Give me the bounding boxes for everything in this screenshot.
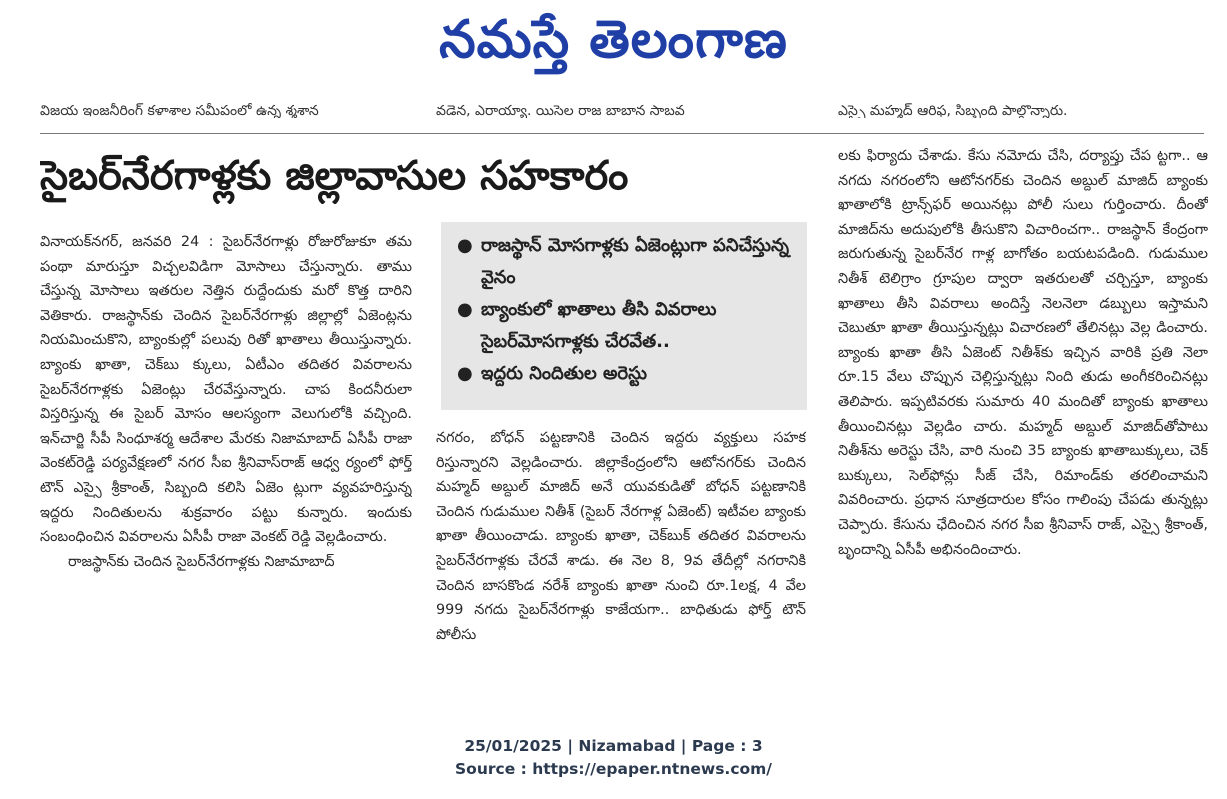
highlight-text: బ్యాంకులో ఖాతాలు తీసి వివరాలు సైబర్‌మోసగాళ్లకు చేరవేత.. [481, 299, 717, 352]
divider-rule [40, 133, 1204, 134]
article-column-3 [838, 144, 1208, 674]
highlight-text: ఇద్దరు నిందితుల అరెస్టు [481, 363, 647, 384]
article-headline: సైబర్‌నేరగాళ్లకు జిల్లావాసుల సహకారం [40, 153, 629, 199]
bullet-icon: ● [457, 299, 473, 320]
bullet-icon: ● [457, 235, 473, 256]
article-column-1 [40, 230, 412, 670]
clipped-line-left: విజయ ఇంజనీరింగ్ కళాశాల సమీపంలో ఉన్న శ్మశాన [40, 103, 319, 118]
article-paragraph: నగరం, బోధన్ పట్టణానికి చెందిన ఇద్దరు వ్యక్తులు సహక రిస్తున్నారని వెల్లడించారు. జిల్లాకేంద్రంలోని ఆటోనగర్‌కు చెందిన మహ్మద్ అబ్దుల్ మాజిద్ అనే యువకుడితో బోధన్ పట్టణానికి చెందిన గుడుముల నితీశ్ (సైబర్ నేరగాళ్ల ఏజెంట్) ఇటీవల బ్యాంకు ఖాతా తీయించాడు. బ్యాంకు ఖాతా, చెక్‌బుక్ తదితర వివరాలను సైబర్‌నేరగాళ్లకు చేరవే శాడు. ఈ నెల 8, 9వ తేదీల్లో నగరానికి చెందిన బాసకొండ నరేశ్ బ్యాంకు ఖాతా నుంచి రూ.1లక్ష, 4 వేల 999 నగదు సైబర్‌నేరగాళ్లు కాజేయగా.. బాధితుడు ఫోర్త్ టౌన్ పోలీసు [436, 430, 806, 643]
highlight-text: రాజస్థాన్ మోసగాళ్లకు ఏజెంట్లుగా పనిచేస్తున్న వైనం [481, 235, 790, 288]
bullet-icon: ● [457, 363, 473, 384]
newspaper-logo: నమస్తే తెలంగాణ [439, 10, 788, 70]
footer-date-edition: 25/01/2025 | Nizamabad | Page : 3 [464, 737, 763, 755]
article-paragraph: రాజస్థాన్‌కు చెందిన సైబర్‌నేరగాళ్లకు నిజామాబాద్ [68, 553, 335, 570]
highlights-box [441, 222, 807, 410]
footer-source: Source : https://epaper.ntnews.com/ [455, 760, 772, 778]
highlight-item [457, 230, 795, 294]
highlight-item [457, 294, 795, 358]
masthead [0, 0, 1227, 80]
article-column-2 [436, 426, 806, 670]
highlight-item [457, 358, 795, 390]
article-paragraph: వినాయక్‌నగర్, జనవరి 24 : సైబర్‌నేరగాళ్లు రోజురోజుకూ తమ పంథా మారుస్తూ విచ్చలవిడిగా మోసాలు చేస్తున్నారు. తాము చేస్తున్న మోసాలు ఇతరుల నెత్తిన రుద్దేందుకు మరో కొత్త దారిని వెతికారు. రాజస్థాన్‌కు చెందిన సైబర్‌నేరగాళ్లు జిల్లాల్లో ఏజెంట్లను నియమించుకొని, బ్యాంకుల్లో పలువు రితో ఖాతాలు తీయిస్తున్నారు. బ్యాంకు ఖాతా, చెక్‌బు క్కులు, ఏటీఎం తదితర వివరాలను సైబర్‌నేరగాళ్లకు ఏజెంట్లు చేరవేస్తున్నారు. చాప కిందనీరులా విస్తరిస్తున్న ఈ సైబర్ మోసం ఆలస్యంగా వెలుగులోకి వచ్చింది. ఇన్‌చార్జి సీపీ సింధూశర్మ ఆదేశాల మేరకు నిజామాబాద్ ఏసీపీ రాజా వెంకట్‌రెడ్డి పర్యవేక్షణలో నగర సీఐ శ్రీనివాస్‌రాజ్ ఆధ్వ ర్యంలో ఫోర్త్ టౌన్ ఎస్సై శ్రీకాంత్, సిబ్బంది కలిసి ఏజెం ట్లుగా వ్యవహరిస్తున్న ఇద్దరు నిందితులను శుక్రవారం పట్టు కున్నారు. ఇందుకు సంబంధించిన వివరాలను ఏసీపీ రాజా వెంకట్ రెడ్డి వెల్లడించారు. [40, 234, 412, 546]
clipped-line-right: ఎస్సై మహ్మద్ ఆరిఫ, సిబ్బంది పాల్గొన్నారు. [838, 103, 1068, 118]
article-paragraph: లకు ఫిర్యాదు చేశాడు. కేసు నమోదు చేసి, దర్యాప్తు చేప ట్టగా.. ఆ నగదు నగరంలోని ఆటోనగర్‌కు చెందిన అబ్దుల్ మాజిద్ బ్యాంకు ఖాతాలోకి ట్రాన్స్‌ఫర్ అయినట్లు పోలీ సులు గుర్తించారు. దీంతో మాజిద్‌ను అదుపులోకి తీసుకొని విచారించగా.. రాజస్థాన్ కేంద్రంగా జరుగుతున్న సైబర్‌నేర గాళ్ల బాగోతం బయటపడింది. గుడుముల నితీశ్ టెలిగ్రాం గ్రూపుల ద్వారా ఇతరులతో చర్చిస్తూ, బ్యాంకు ఖాతాలు తీసి వివరాలు అందిస్తే నెలనెలా డబ్బులు ఇస్తామని చెబుతూ ఖాతా తీయిస్తున్నట్లు విచారణలో తేలినట్లు వెల్ల డించారు. బ్యాంకు ఖాతా తీసి ఏజెంట్ నితీశ్‌కు ఇచ్చిన వారికి ప్రతి నెలా రూ.15 వేలు చొప్పున చెల్లిస్తున్నట్లు నింది తుడు అంగీకరించినట్లు తెలిపారు. ఇప్పటివరకు సుమారు 40 మందితో బ్యాంకు ఖాతాలు తీయించినట్లు వెల్లడిం చారు. మహ్మద్ అబ్దుల్ మాజిద్‌తోపాటు నితీశ్‌ను అరెస్టు చేసి, వారి నుంచి 35 బ్యాంకు ఖాతాబుక్కులు, చెక్ బుక్కులు, సెల్‌ఫోన్లు సీజ్ చేసి, రిమాండ్‌కు తరలించామని వివరించారు. ప్రధాన సూత్రదారుల కోసం గాలింపు చేపడు తున్నట్లు చెప్పారు. కేసును ఛేదించిన నగర సీఐ శ్రీనివాస్ రాజ్, ఎస్సై శ్రీకాంత్, బృందాన్ని ఏసీపీ అభినందించారు. [838, 148, 1208, 558]
clipped-line-middle: వడెన, ఎరాయ్యా. యిసెల రాజ బాబాన సాబవ [436, 103, 685, 118]
